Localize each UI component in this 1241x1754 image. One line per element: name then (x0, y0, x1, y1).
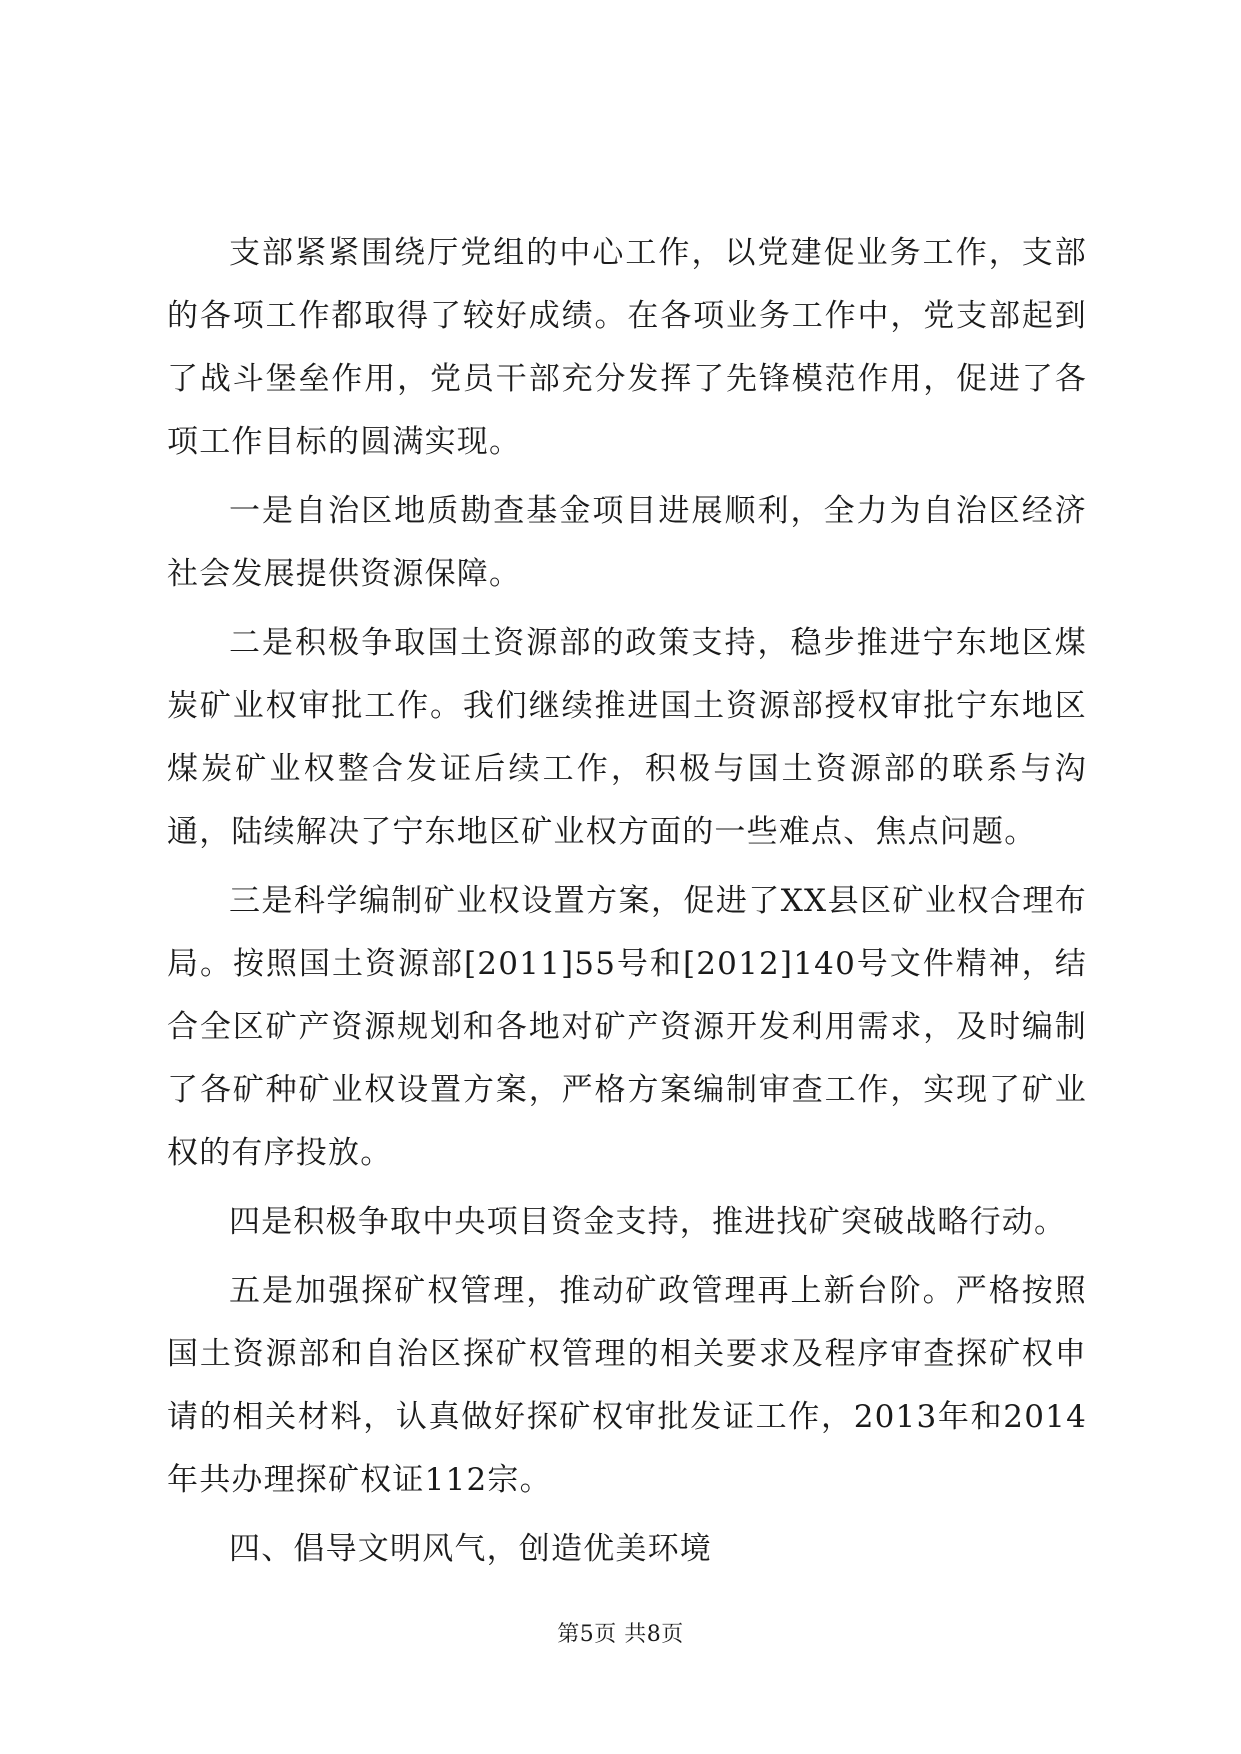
paragraph-item-5-exploration-rights: 五是加强探矿权管理，推动矿政管理再上新台阶。严格按照国土资源部和自治区探矿权管理的相关要求及程序审查探矿权申请的相关材料，认真做好探矿权审批发证工作，2013年和2014年共办理探矿权证112宗。 (167, 1273, 1087, 1498)
paragraph-item-1-geological-fund: 一是自治区地质勘查基金项目进展顺利，全力为自治区经济社会发展提供资源保障。 (167, 493, 1087, 592)
page-number-footer: 第5页 共8页 (557, 1622, 684, 1647)
document-body (167, 222, 1087, 1581)
paragraph-item-3-mining-rights-plan: 三是科学编制矿业权设置方案，促进了XX县区矿业权合理布局。按照国土资源部[2011]55号和[2012]140号文件精神，结合全区矿产资源规划和各地对矿产资源开发利用需求，及时编制了各矿种矿业权设置方案，严格方案编制审查工作，实现了矿业权的有序投放。 (167, 883, 1087, 1171)
paragraph-item-2-policy-support: 二是积极争取国土资源部的政策支持，稳步推进宁东地区煤炭矿业权审批工作。我们继续推进国土资源部授权审批宁东地区煤炭矿业权整合发证后续工作，积极与国土资源部的联系与沟通，陆续解决了宁东地区矿业权方面的一些难点、焦点问题。 (167, 625, 1087, 850)
section-heading: 四、倡导文明风气，创造优美环境 (229, 1531, 712, 1567)
paragraph-item-4-central-funds: 四是积极争取中央项目资金支持，推进找矿突破战略行动。 (229, 1204, 1067, 1240)
paragraph-party-branch-work: 支部紧紧围绕厅党组的中心工作，以党建促业务工作，支部的各项工作都取得了较好成绩。在各项业务工作中，党支部起到了战斗堡垒作用，党员干部充分发挥了先锋模范作用，促进了各项工作目标的圆满实现。 (167, 235, 1087, 460)
